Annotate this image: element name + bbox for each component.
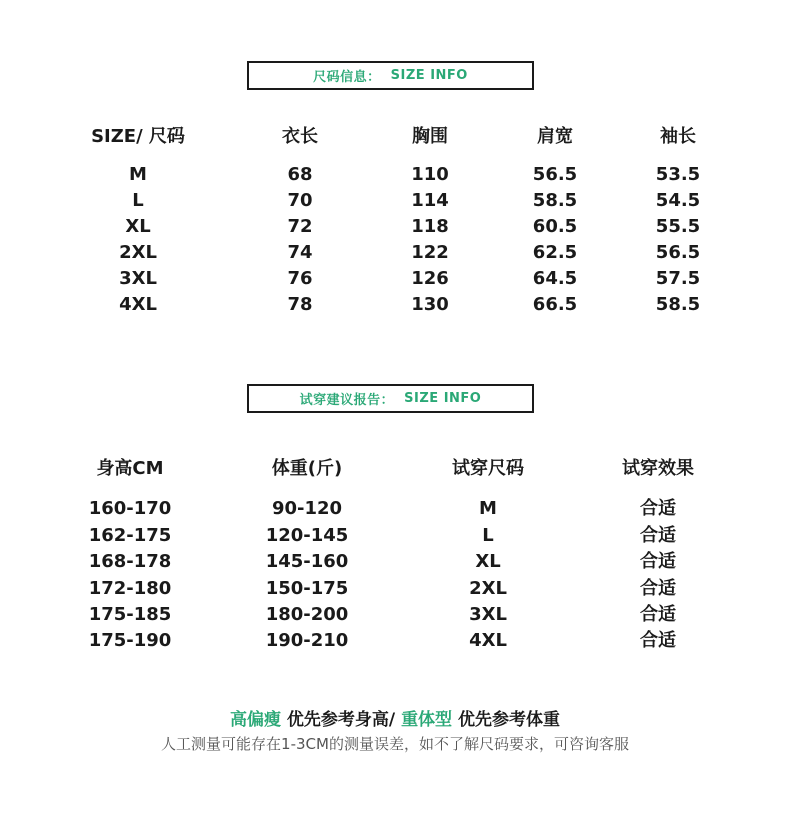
- cell-chest: 118: [411, 216, 449, 237]
- cell-height: 168-178: [88, 551, 172, 573]
- cell-size: 4XL: [119, 294, 157, 315]
- cell-sleeve: 56.5: [655, 242, 701, 263]
- table-row: [0, 162, 790, 188]
- table-row: [0, 214, 790, 240]
- cell-fit-size: M: [479, 498, 497, 520]
- header-size: SIZE/ 尺码: [91, 126, 185, 147]
- cell-size: M: [129, 164, 147, 185]
- cell-chest: 126: [411, 268, 449, 289]
- cell-fit-result: 合适: [640, 551, 676, 573]
- header-height: 身高CM: [96, 458, 164, 479]
- table-row: [0, 602, 790, 628]
- table-row: [0, 628, 790, 654]
- size-info-title-cn: 尺码信息：: [313, 70, 381, 85]
- fit-report-title-cn: 试穿建议报告：: [299, 393, 395, 408]
- cell-height: 175-190: [88, 630, 172, 652]
- fit-report-title-box: [247, 384, 534, 413]
- measurement-note: 人工测量可能存在1-3CM的测量误差，如不了解尺码要求，可咨询客服: [161, 735, 629, 753]
- cell-sleeve: 58.5: [655, 294, 701, 315]
- heavy-label: 重体型: [401, 710, 453, 730]
- size-table: [0, 124, 790, 318]
- cell-weight: 180-200: [265, 603, 349, 625]
- tall-thin-tip: 优先参考身高/: [281, 710, 402, 730]
- cell-fit-result: 合适: [640, 577, 676, 599]
- cell-length: 76: [287, 268, 313, 289]
- cell-sleeve: 54.5: [655, 190, 701, 211]
- cell-size: XL: [125, 216, 151, 237]
- cell-height: 172-180: [88, 577, 172, 599]
- size-table-header: [0, 124, 790, 150]
- cell-chest: 114: [411, 190, 449, 211]
- table-row: [0, 188, 790, 214]
- fit-table: [0, 456, 790, 655]
- cell-fit-size: 2XL: [469, 577, 507, 599]
- cell-fit-result: 合适: [640, 498, 676, 520]
- cell-shoulder: 62.5: [532, 242, 578, 263]
- cell-shoulder: 66.5: [532, 294, 578, 315]
- cell-height: 160-170: [88, 498, 172, 520]
- cell-length: 72: [287, 216, 313, 237]
- header-chest: 胸围: [412, 126, 448, 147]
- header-length: 衣长: [282, 126, 318, 147]
- fit-report-title-en: SIZE INFO: [404, 391, 482, 406]
- cell-chest: 122: [411, 242, 449, 263]
- cell-height: 162-175: [88, 524, 172, 546]
- cell-sleeve: 57.5: [655, 268, 701, 289]
- cell-length: 68: [287, 164, 313, 185]
- cell-shoulder: 64.5: [532, 268, 578, 289]
- cell-shoulder: 58.5: [532, 190, 578, 211]
- table-row: [0, 549, 790, 575]
- cell-size: L: [132, 190, 144, 211]
- header-fit-result: 试穿效果: [622, 458, 694, 479]
- cell-fit-result: 合适: [640, 524, 676, 546]
- cell-weight: 120-145: [265, 524, 349, 546]
- cell-length: 78: [287, 294, 313, 315]
- cell-length: 74: [287, 242, 313, 263]
- fit-tip: [0, 705, 790, 730]
- cell-weight: 190-210: [265, 630, 349, 652]
- header-sleeve: 袖长: [660, 126, 696, 147]
- table-row: [0, 523, 790, 549]
- cell-weight: 90-120: [271, 498, 343, 520]
- header-fit-size: 试穿尺码: [452, 458, 524, 479]
- cell-fit-size: 3XL: [469, 603, 507, 625]
- cell-size: 2XL: [119, 242, 157, 263]
- cell-fit-size: L: [482, 524, 494, 546]
- header-weight: 体重(斤): [271, 458, 343, 479]
- table-row: [0, 496, 790, 522]
- cell-fit-result: 合适: [640, 630, 676, 652]
- cell-shoulder: 60.5: [532, 216, 578, 237]
- size-info-title-box: [247, 61, 534, 90]
- cell-size: 3XL: [119, 268, 157, 289]
- cell-sleeve: 53.5: [655, 164, 701, 185]
- cell-sleeve: 55.5: [655, 216, 701, 237]
- cell-fit-size: 4XL: [469, 630, 507, 652]
- heavy-tip: 优先参考体重: [452, 710, 560, 730]
- cell-weight: 150-175: [265, 577, 349, 599]
- cell-shoulder: 56.5: [532, 164, 578, 185]
- table-row: [0, 266, 790, 292]
- fit-table-header: [0, 456, 790, 482]
- cell-weight: 145-160: [265, 551, 349, 573]
- cell-length: 70: [287, 190, 313, 211]
- table-row: [0, 576, 790, 602]
- cell-height: 175-185: [88, 603, 172, 625]
- table-row: [0, 292, 790, 318]
- cell-fit-size: XL: [475, 551, 501, 573]
- cell-chest: 130: [411, 294, 449, 315]
- header-shoulder: 肩宽: [537, 126, 573, 147]
- size-info-title-en: SIZE INFO: [390, 68, 468, 83]
- table-row: [0, 240, 790, 266]
- cell-fit-result: 合适: [640, 603, 676, 625]
- tall-thin-label: 高偏瘦: [230, 710, 282, 730]
- cell-chest: 110: [411, 164, 449, 185]
